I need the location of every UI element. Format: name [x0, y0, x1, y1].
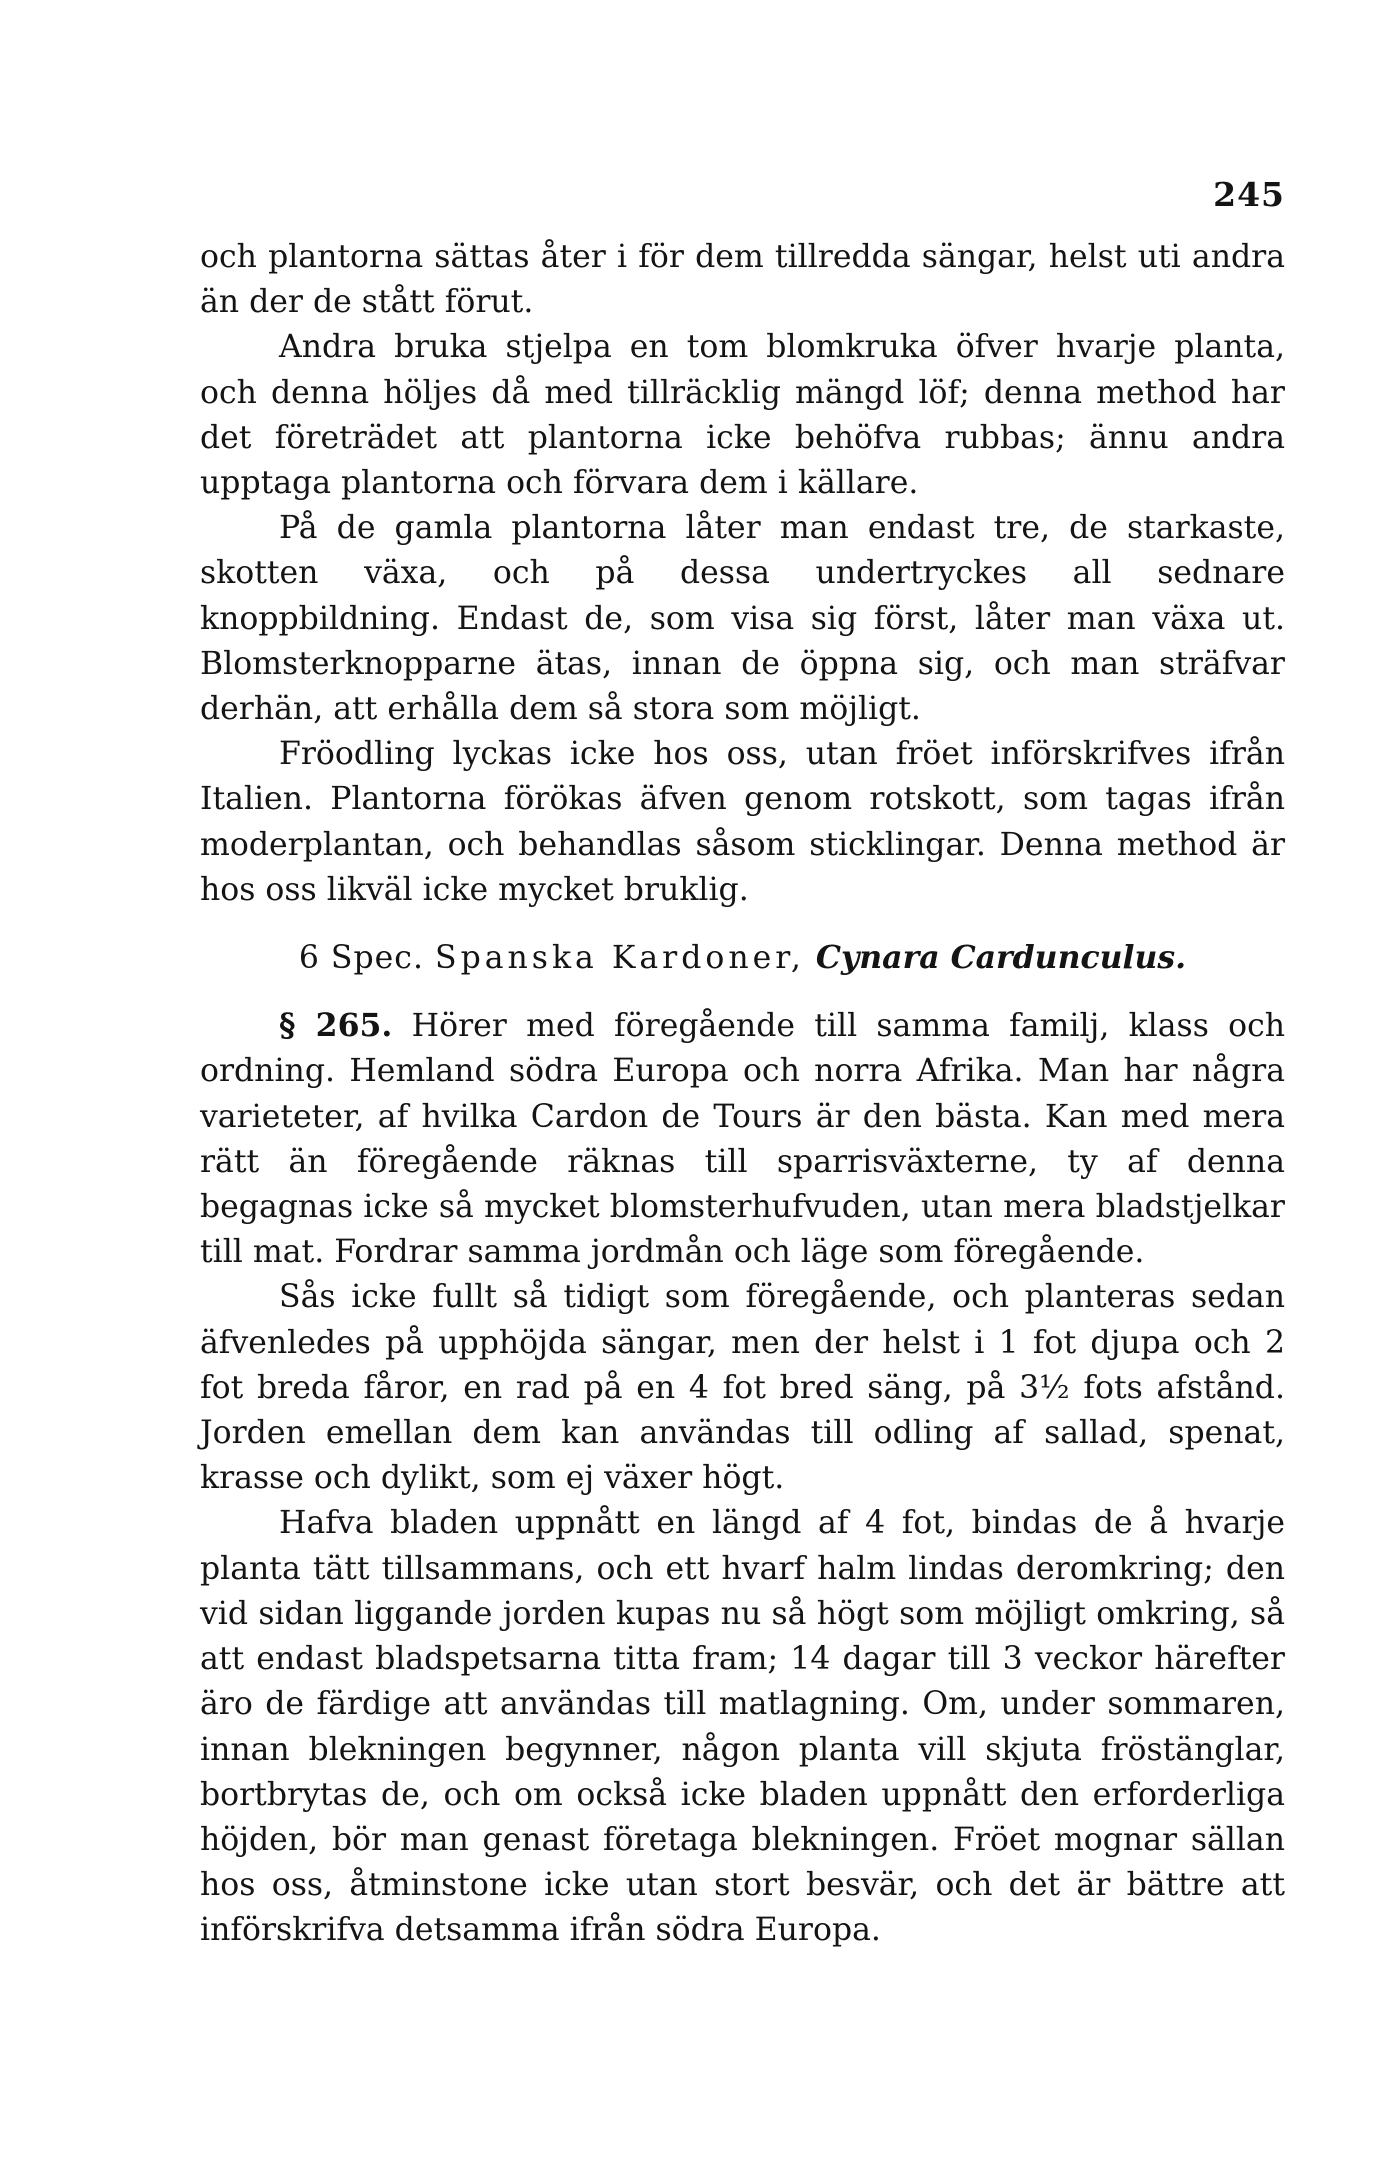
- paragraph: Sås icke fullt så tidigt som föregående, och planteras sedan äfvenledes på upphöjda sängar, men der helst i 1 fot djupa och 2 fot breda fåror, en rad på en 4 fot bred säng, på 3½ fots afstånd. Jorden emellan dem kan användas till odling af sallad, spenat, krasse och dylikt, som ej växer högt.: [200, 1279, 1285, 1497]
- species-number: 6: [298, 940, 320, 977]
- species-latin-name: Cynara Cardunculus.: [815, 939, 1187, 977]
- species-heading: [200, 935, 1285, 981]
- paragraph: Fröodling lyckas icke hos oss, utan fröet införskrifves ifrån Italien. Plantorna förökas äfven genom rotskott, som tagas ifrån moderplantan, och behandlas såsom sticklingar. Denna method är hos oss likväl icke mycket bruklig.: [200, 736, 1285, 908]
- page-number: 245: [1213, 175, 1285, 214]
- paragraph: Andra bruka stjelpa en tom blomkruka öfver hvarje planta, och denna höljes då med tillräcklig mängd löf; denna method har det företrädet att plantorna icke behöfva rubbas; ännu andra upptaga plantorna och förvara dem i källare.: [200, 329, 1285, 502]
- paragraph: På de gamla plantorna låter man endast tre, de starkaste, skotten växa, och på dessa undertryckes all sednare knoppbildning. Endast de, som visa sig först, låter man växa ut. Blomsterknopparne ätas, innan de öppna sig, och man sträfvar derhän, att erhålla dem så stora som möjligt.: [200, 510, 1285, 728]
- species-name: Spanska Kardoner,: [434, 940, 805, 977]
- section-paragraph: [200, 1003, 1285, 1275]
- paragraph: Hafva bladen uppnått en längd af 4 fot, bindas de å hvarje planta tätt tillsammans, och ett hvarf halm lindas deromkring; den vid sidan liggande jorden kupas nu så högt som möjligt omkring, så att endast bladspetsarna titta fram; 14 dagar till 3 veckor härefter äro de färdige att användas till matlagning. Om, under sommaren, innan blekningen begynner, någon planta vill skjuta fröstänglar, bortbrytas de, och om också icke bladen uppnått den erforderliga höjden, bör man genast företaga blekningen. Fröet mognar sällan hos oss, åtminstone icke utan stort besvär, och det är bättre att införskrifva detsamma ifrån södra Europa.: [200, 1505, 1285, 1949]
- section-number: § 265.: [279, 1007, 393, 1045]
- body-text: [200, 235, 1285, 1954]
- section-text: Hörer med föregående till samma familj, klass och ordning. Hemland södra Europa och norra Afrika. Man har några varieteter, af hvilka Cardon de Tours är den bästa. Kan med mera rätt än föregående räknas till sparrisväxterne, ty af denna begagnas icke så mycket blomsterhufvuden, utan mera bladstjelkar till mat. Fordrar samma jordmån och läge som föregående.: [200, 1008, 1285, 1271]
- species-prefix: Spec.: [330, 940, 424, 977]
- paragraph: och plantorna sättas åter i för dem tillredda sängar, helst uti andra än der de stått förut.: [200, 239, 1285, 321]
